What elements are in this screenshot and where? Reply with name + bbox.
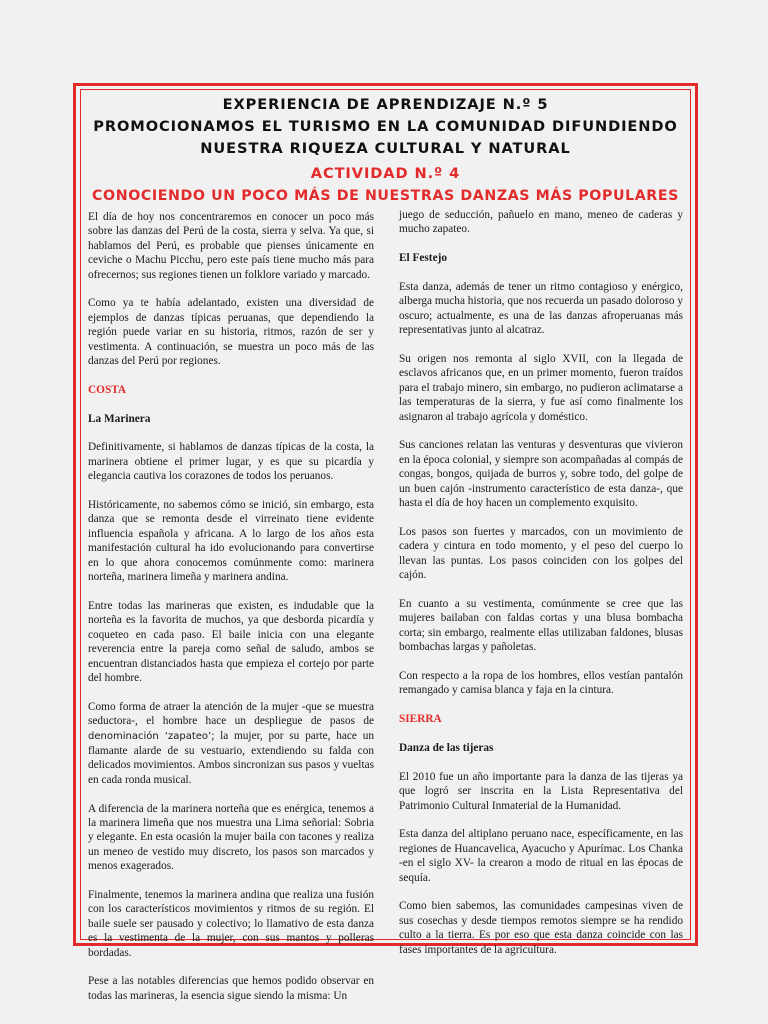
paragraph: Históricamente, no sabemos cómo se inició, sin embargo, esta danza que se remonta desde el virreinato tiene evidente influencia española y africana. A lo largo de los años esta manifestación cultural ha ido evolucionando para convertirse en lo que ahora conocemos comúnmente como: marinera norteña, marinera limeña y marinera andina. (88, 499, 374, 584)
paragraph: El día de hoy nos concentraremos en conocer un poco más sobre las danzas del Perú de la costa, sierra y selva. Ya que, si hablamos del Perú, es probable que pienses únicamente en ceviche o Machu Picchu, pero este país tiene mucho más para ofrecernos; sus regiones tienen un folklore variado y marcado. (88, 211, 374, 281)
paragraph: Como bien sabemos, las comunidades campesinas viven de sus cosechas y desde tiempos remotos siempre se ha rendido culto a la tierra. Es por eso que esta danza coincide con las fases importantes de la agricultura. (399, 900, 683, 956)
left-column (88, 210, 374, 1003)
paragraph: Sus canciones relatan las venturas y desventuras que vivieron en la época colonial, y siempre son acompañadas al compás de congas, bongos, quijada de burros y, sobre todo, del golpe de un buen cajón -instrumento característico de esta danza-, que hasta el día de hoy hacen un complemento exquisito. (399, 439, 683, 510)
paragraph: A diferencia de la marinera norteña que es enérgica, tenemos a la marinera limeña que nos muestra una Lima señorial: Sobria y elegante. En esta ocasión la mujer baila con tacones y realiza un meneo de vestido muy discreto, los pasos son marcados y menos exagerados. (88, 802, 374, 873)
subheading-tijeras: Danza de las tijeras (399, 741, 494, 754)
paragraph: Esta danza, además de tener un ritmo contagioso y enérgico, alberga mucha historia, que nos recuerda un pasado doloroso y oscuro; actualmente, es una de las danzas afroperuanas más representativas junto al alcatraz. (399, 281, 684, 337)
paragraph: Pese a las notables diferencias que hemos podido observar en todas las marineras, la esencia sigue siendo la misma: Un (88, 975, 374, 1002)
paragraph: Como ya te había adelantado, existen una diversidad de ejemplos de danzas típicas peruanas, que dependiendo la región puede variar en su historia, ritmos, razón de ser y vestimenta. A continuación, se muestra un poco más de las danzas del Perú por regiones. (88, 297, 374, 368)
activity-title: ACTIVIDAD N.º 4 (310, 165, 461, 182)
right-column (399, 208, 683, 957)
paragraph: Entre todas las marineras que existen, es indudable que la norteña es la favorita de muchos, ya que desborda picardía y coqueteo en cada paso. El baile inicia con una elegante reverencia entre la pareja como señal de saludo, ambos se encuentran distanciados hasta que empieza el cortejo por parte del hombre. (88, 599, 374, 684)
paragraph: Definitivamente, si hablamos de danzas típicas de la costa, la marinera obtiene el primer lugar, y es que su picardía y elegancia cautiva los corazones de todos los peruanos. (88, 441, 374, 483)
text-span-zapateo: denominación ‘zapateo’ (88, 730, 212, 742)
document-header (84, 94, 687, 207)
text-span: Como forma de atraer la atención de la mujer -que se muestra seductora-, el hombre hace un despliegue de pasos de (88, 700, 374, 728)
paragraph: Su origen nos remonta al siglo XVII, con la llegada de esclavos africanos que, en un primer momento, fueron traídos para el trabajo minero, sin embargo, no pudieron aclimatarse a las temperaturas de la sierra, y fue así como finalmente los asignaron al trabajo agrícola y doméstico. (399, 353, 683, 423)
paragraph: El 2010 fue un año importante para la danza de las tijeras ya que logró ser inscrita en la Lista Representativa del Patrimonio Cultural Inmaterial de la Humanidad. (399, 770, 683, 812)
paragraph: Esta danza del altiplano peruano nace, específicamente, en las regiones de Huancavelica, Ayacucho y Apurímac. Los Chanka -en el siglo XV- la crearon a modo de ritual en las épocas de sequía. (399, 828, 683, 884)
text-span: ; la mujer, por su parte, hace un flamante alarde de su vestuario, extendiendo su falda con delicados movimientos. Ambos sincronizan sus pasos y vueltas en cada ronda musical. (88, 729, 374, 786)
header-line-3: NUESTRA RIQUEZA CULTURAL Y NATURAL (200, 140, 571, 157)
section-heading-sierra: SIERRA (399, 713, 442, 726)
section-heading-costa: COSTA (88, 383, 127, 396)
subheading-festejo: El Festejo (399, 252, 447, 265)
paragraph: Finalmente, tenemos la marinera andina que realiza una fusión con los característicos movimientos y ritmos de su región. El baile suele ser pausado y colectivo; lo llamativo de esta danza es la vestimenta de la mujer, con sus mantos y polleras bordadas. (88, 888, 374, 959)
paragraph: En cuanto a su vestimenta, comúnmente se cree que las mujeres bailaban con faldas cortas y una blusa bombacha corta; sin embargo, realmente ellas utilizaban faldones, blusas bombachas largas y pañoletas. (399, 597, 683, 654)
activity-subtitle: CONOCIENDO UN POCO MÁS DE NUESTRAS DANZAS MÁS POPULARES (92, 188, 679, 204)
header-line-1: EXPERIENCIA DE APRENDIZAJE N.º 5 (222, 96, 549, 113)
subheading-marinera: La Marinera (88, 412, 151, 425)
paragraph: Con respecto a la ropa de los hombres, ellos vestían pantalón remangado y camisa blanca y faja en la cintura. (399, 669, 683, 697)
header-line-2: PROMOCIONAMOS EL TURISMO EN LA COMUNIDAD DIFUNDIENDO (93, 118, 678, 135)
paragraph: Los pasos son fuertes y marcados, con un movimiento de cadera y cintura en todo momento, y el peso del cuerpo lo llevan las puntas. Los pasos coinciden con los golpes del cajón. (399, 525, 683, 582)
paragraph (88, 700, 374, 787)
paragraph: juego de seducción, pañuelo en mano, meneo de caderas y mucho zapateo. (399, 209, 683, 236)
